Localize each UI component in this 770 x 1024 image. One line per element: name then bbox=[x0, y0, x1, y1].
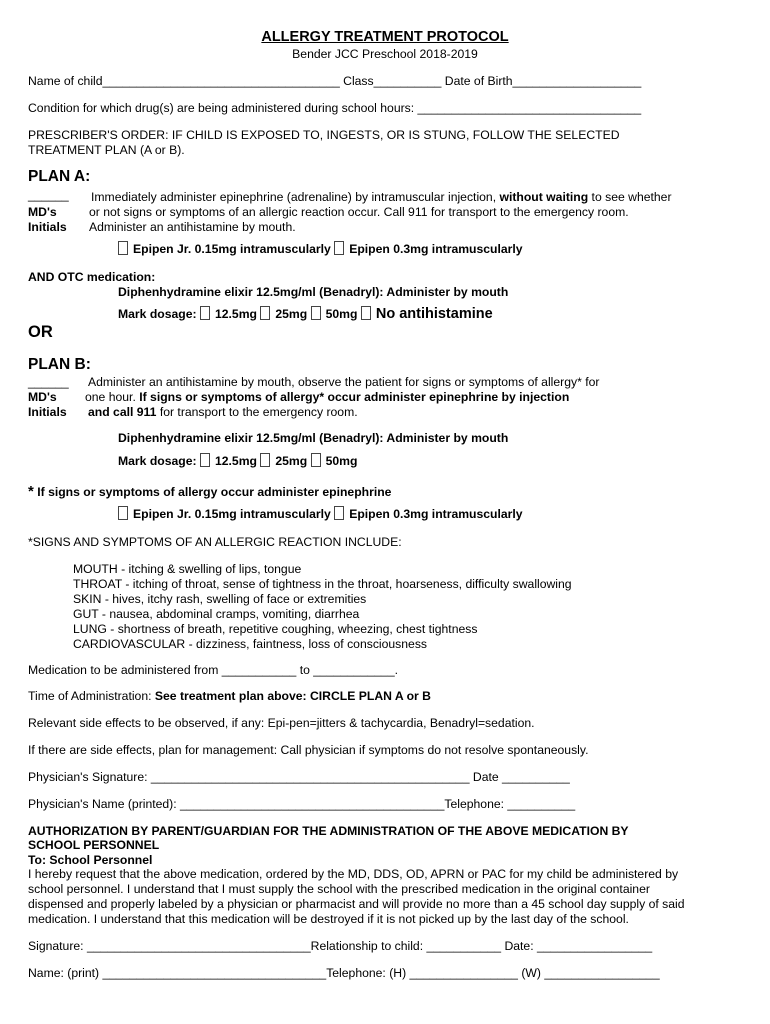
signs-heading: *SIGNS AND SYMPTOMS OF AN ALLERGIC REACTION INCLUDE: bbox=[28, 535, 402, 549]
parent-name-field[interactable]: _________________________________ bbox=[102, 966, 327, 980]
list-item: GUT - nausea, abdominal cramps, vomiting, diarrhea bbox=[73, 607, 360, 621]
authorization-body: I hereby request that the above medication, ordered by the MD, DDS, OD, APRN or PAC for my child be administered by school personnel. I understand that I must supply the school with the prescribed medication in the original container dispensed and properly labeled by a physician or pharmacist and will provide no more than a 45 school day supply of said medication. I understand that this medication will be destroyed if it is not picked up by the last day of the school. bbox=[28, 867, 685, 926]
dosage-label: Mark dosage: bbox=[118, 454, 197, 468]
signs-list bbox=[73, 562, 572, 652]
plan-b-line1: Administer an antihistamine by mouth, observe the patient for signs or symptoms of allergy* for bbox=[88, 375, 600, 389]
plan-a-md-label: MD's bbox=[28, 205, 57, 219]
home-telephone-field[interactable]: ________________ bbox=[409, 966, 518, 980]
plan-a-heading: PLAN A: bbox=[28, 168, 91, 185]
plan-a-line1: Immediately administer epinephrine (adrenaline) by intramuscular injection, without waiting to see whether bbox=[91, 190, 672, 204]
parent-signature-line: Signature: _________________________________Relationship to child: ___________ Date: _________________ bbox=[28, 939, 653, 953]
dob-label: Date of Birth bbox=[444, 74, 513, 88]
dose-50-checkbox[interactable] bbox=[311, 306, 321, 320]
dose-12-5-checkbox[interactable] bbox=[200, 306, 210, 320]
parent-signature-field[interactable]: _________________________________ bbox=[86, 939, 311, 953]
med-dates-line: Medication to be administered from ___________ to ____________. bbox=[28, 663, 398, 677]
dob-field[interactable]: ___________________ bbox=[512, 74, 642, 88]
dosage-label: Mark dosage: bbox=[118, 307, 197, 321]
authorization-to: To: School Personnel bbox=[28, 853, 153, 867]
class-label: Class bbox=[343, 74, 374, 88]
list-item: LUNG - shortness of breath, repetitive coughing, wheezing, chest tightness bbox=[73, 622, 478, 636]
page-title: ALLERGY TREATMENT PROTOCOL bbox=[261, 29, 509, 45]
asterisk: * bbox=[28, 483, 34, 500]
authorization-heading-line2: SCHOOL PERSONNEL bbox=[28, 838, 160, 852]
list-item: THROAT - itching of throat, sense of tightness in the throat, hoarseness, difficulty swallowing bbox=[73, 577, 572, 591]
to-date-field[interactable]: ____________. bbox=[313, 663, 398, 677]
star-heading: * If signs or symptoms of allergy occur administer epinephrine bbox=[28, 483, 392, 500]
work-telephone-field[interactable]: _________________ bbox=[544, 966, 660, 980]
prescriber-order-line2: TREATMENT PLAN (A or B). bbox=[28, 143, 185, 157]
physician-name-field[interactable]: _______________________________________ bbox=[180, 797, 445, 811]
epipen-jr-checkbox[interactable] bbox=[118, 241, 128, 255]
time-admin-line: Time of Administration: See treatment plan above: CIRCLE PLAN A or B bbox=[28, 689, 431, 703]
child-name-label: Name of child bbox=[28, 74, 103, 88]
prescriber-order-line1: PRESCRIBER'S ORDER: IF CHILD IS EXPOSED TO, INGESTS, OR IS STUNG, FOLLOW THE SELECTED bbox=[28, 128, 620, 142]
list-item: MOUTH - itching & swelling of lips, tongue bbox=[73, 562, 302, 576]
plan-a-line3: Administer an antihistamine by mouth. bbox=[89, 220, 296, 234]
dose-25-checkbox[interactable] bbox=[260, 453, 270, 467]
page-subtitle: Bender JCC Preschool 2018-2019 bbox=[292, 47, 478, 61]
authorization-heading-line1: AUTHORIZATION BY PARENT/GUARDIAN FOR THE ADMINISTRATION OF THE ABOVE MEDICATION BY bbox=[28, 824, 629, 838]
dose-12-5-checkbox[interactable] bbox=[200, 453, 210, 467]
plan-b-initials-label: Initials bbox=[28, 405, 67, 419]
plan-a-dosage-row: Mark dosage: 12.5mg 25mg 50mg No antihistamine bbox=[118, 306, 493, 322]
dose-25-checkbox[interactable] bbox=[260, 306, 270, 320]
otc-heading: AND OTC medication: bbox=[28, 270, 156, 284]
side-effects-line: Relevant side effects to be observed, if any: Epi-pen=jitters & tachycardia, Benadryl=sedation. bbox=[28, 716, 535, 730]
epipen-label: Epipen 0.3mg intramuscularly bbox=[349, 242, 523, 256]
epipen-checkbox[interactable] bbox=[334, 506, 344, 520]
condition-line[interactable]: Condition for which drug(s) are being administered during school hours: _________________________________ bbox=[28, 101, 642, 115]
dose-50-checkbox[interactable] bbox=[311, 453, 321, 467]
parent-name-line: Name: (print) _________________________________Telephone: (H) ________________ (W) _________________ bbox=[28, 966, 660, 980]
star-epipen-options: Epipen Jr. 0.15mg intramuscularly Epipen 0.3mg intramuscularly bbox=[118, 506, 523, 522]
or-label: OR bbox=[28, 323, 53, 341]
side-plan-line: If there are side effects, plan for management: Call physician if symptoms do not resolve spontaneously. bbox=[28, 743, 589, 757]
plan-b-diphen: Diphenhydramine elixir 12.5mg/ml (Benadryl): Administer by mouth bbox=[118, 431, 509, 445]
plan-b-line2: one hour. If signs or symptoms of allergy* occur administer epinephrine by injection bbox=[85, 390, 570, 404]
plan-b-md-label: MD's bbox=[28, 390, 57, 404]
epipen-jr-checkbox[interactable] bbox=[118, 506, 128, 520]
epipen-checkbox[interactable] bbox=[334, 241, 344, 255]
child-info-line bbox=[28, 74, 641, 89]
plan-b-heading: PLAN B: bbox=[28, 356, 91, 373]
from-date-field[interactable]: ___________ bbox=[221, 663, 297, 677]
plan-b-initials-field[interactable]: ______ bbox=[28, 375, 69, 389]
physician-signature-line: Physician's Signature: _______________________________________________ Date __________ bbox=[28, 770, 570, 784]
no-antihistamine-checkbox[interactable] bbox=[361, 306, 371, 320]
relationship-field[interactable]: ___________ bbox=[426, 939, 502, 953]
plan-a-line2: or not signs or symptoms of an allergic reaction occur. Call 911 for transport to the emergency room. bbox=[89, 205, 629, 219]
list-item: SKIN - hives, itchy rash, swelling of face or extremities bbox=[73, 592, 367, 606]
physician-date-field[interactable]: __________ bbox=[502, 770, 570, 784]
physician-telephone-field[interactable]: __________ bbox=[507, 797, 576, 811]
plan-a-epipen-options bbox=[118, 241, 523, 257]
plan-b-line3: and call 911 for transport to the emergency room. bbox=[88, 405, 358, 419]
physician-signature-field[interactable]: _______________________________________________ bbox=[150, 770, 470, 784]
epipen-jr-label: Epipen Jr. 0.15mg intramuscularly bbox=[133, 242, 331, 256]
plan-a-initials-label: Initials bbox=[28, 220, 67, 234]
plan-a-initials-field[interactable]: ______ bbox=[28, 188, 69, 202]
list-item: CARDIOVASCULAR - dizziness, faintness, loss of consciousness bbox=[73, 637, 428, 651]
plan-b-dosage-row: Mark dosage: 12.5mg 25mg 50mg bbox=[118, 454, 358, 468]
child-name-field[interactable]: ___________________________________ bbox=[102, 74, 340, 88]
plan-a-diphen: Diphenhydramine elixir 12.5mg/ml (Benadryl): Administer by mouth bbox=[118, 285, 509, 299]
parent-date-field[interactable]: _________________ bbox=[536, 939, 653, 953]
physician-name-line: Physician's Name (printed): _______________________________________Telephone: __________ bbox=[28, 797, 576, 811]
class-field[interactable]: __________ bbox=[373, 74, 442, 88]
